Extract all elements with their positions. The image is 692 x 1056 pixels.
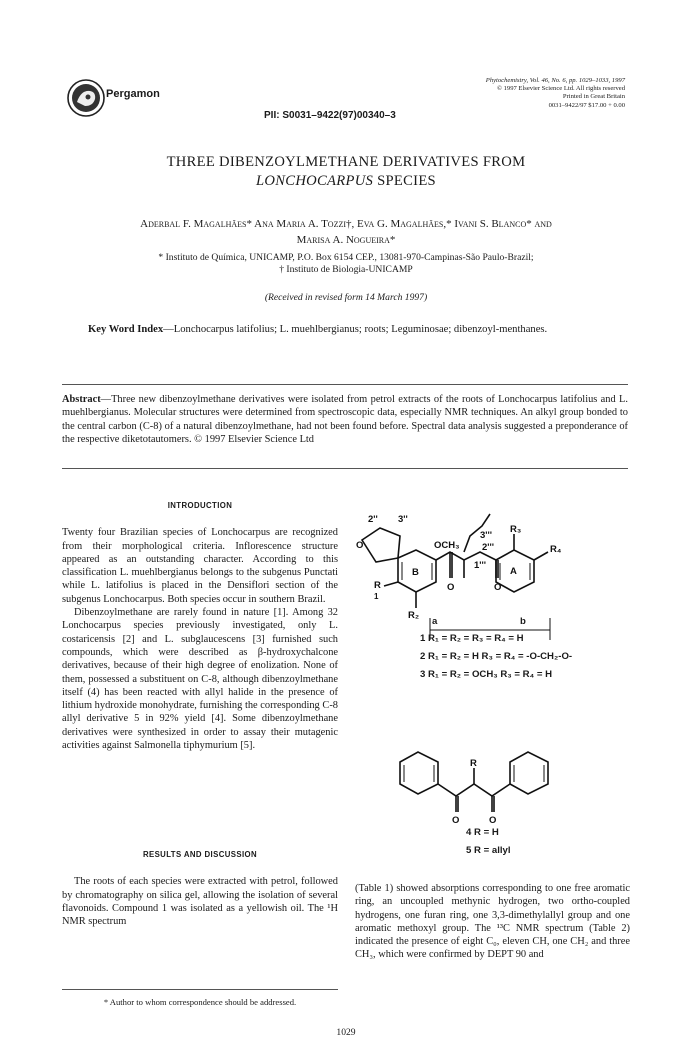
keywords [88, 323, 608, 337]
label-o-4-right: O [489, 815, 497, 826]
results-section [62, 848, 338, 928]
label-r: R [374, 580, 381, 591]
label-o-left: O [447, 582, 455, 593]
paper-title [0, 153, 692, 191]
journal-info [365, 77, 625, 110]
abstract [62, 393, 628, 447]
results-paragraph-1: The roots of each species were extracted with petrol, followed by chromatography on silica gel, allowing the isolation of several flavonoids. Compound 1 was isolated as a yellowish oil. The ¹H NMR spectrum [62, 876, 338, 928]
copyright-line: © 1997 Elsevier Science Ltd. All rights reserved [496, 85, 625, 93]
keywords-text: —Lonchocarpus latifolius; L. muehlbergianus; roots; Leguminosae; dibenzoyl-menthanes. [163, 324, 548, 335]
authors-line-1: Aderbal F. Magalhães* Ana Maria A. Tozzi†, Eva G. Magalhães,* Ivani S. Blanco* and [140, 218, 552, 230]
results-continuation: (Table 1) showed absorptions corresponding to one free aromatic ring, an uncoupled methynic hydrogen, two ortho-coupled hydrogens, one furan ring, one 3,3-dimethylallyl group and one aromatic methoxyl group. The ¹³C NMR spectrum (Table 2) indicated the presence of eight C₀, eleven CH, one CH₂ and three CH₃, which were confirmed by DEPT 90 and [355, 883, 630, 961]
label-r1-sub: 1 [374, 592, 379, 601]
label-3pp: 3'' [398, 514, 408, 525]
ring-left [400, 752, 438, 794]
printed-line: Printed in Great Britain [562, 93, 625, 101]
label-a: a [432, 616, 438, 627]
label-3ppp: 3''' [480, 530, 493, 541]
ring-right [510, 752, 548, 794]
abstract-label: Abstract [62, 394, 101, 405]
footnote-rule [62, 989, 338, 990]
label-b: b [520, 616, 526, 627]
affiliations [60, 252, 632, 276]
received-date: (Received in revised form 14 March 1997) [264, 292, 428, 303]
abstract-top-rule [62, 384, 628, 385]
title-genus: LONCHOCARPUS [256, 173, 374, 189]
pergamon-logo [66, 78, 106, 118]
label-2ppp: 2''' [482, 542, 495, 553]
introduction-section [62, 499, 338, 752]
label-2pp: 2'' [368, 514, 378, 525]
footnote: * Author to whom correspondence should be addressed. [103, 997, 297, 1007]
results-heading: RESULTS AND DISCUSSION [142, 850, 258, 859]
label-ring-b: B [412, 567, 419, 578]
title-line-1: THREE DIBENZOYLMETHANE DERIVATIVES FROM [166, 154, 526, 170]
compound-5: 5 R = allyl [466, 845, 511, 856]
compound-1: 1 R₁ = R₂ = R₃ = R₄ = H [420, 633, 524, 644]
compound-2: 2 R₁ = R₂ = H R₃ = R₄ = -O-CH₂-O- [420, 651, 573, 662]
affiliation-2: † Instituto de Biologia-UNICAMP [279, 264, 413, 275]
abstract-text: —Three new dibenzoylmethane derivatives were isolated from petrol extracts of the roots of Lonchocarpus latifolius and L. muehlbergianus. Molecular structures were determined from spectroscopic data, especially NMR techniques. An alkyl group bonded to the central carbon (C-8) of a natural dibenzoylmethane, had not been found before. Spectral data analysis suggested a preponderance of the respective diketotautomers. © 1997 Elsevier Science Ltd [62, 394, 628, 446]
label-r-allyl: R [470, 758, 477, 769]
chemical-structures [350, 500, 635, 860]
structure-drawing [350, 500, 635, 860]
publisher-name: Pergamon [106, 88, 160, 100]
label-r3: R₃ [510, 524, 522, 535]
abstract-bottom-rule [62, 468, 628, 469]
label-r2: R₂ [408, 610, 420, 621]
intro-paragraph-2: Dibenzoylmethane are rarely found in nature [1]. Among 32 Lonchocarpus species previously investigated, only L. costaricensis [2] and L. subglaucescens [3] furnished such compounds, which were described as β-hydroxychalcone derivatives, because of their high degree of enolization. None of them, possessed a substituent on C-8, although dibenzoylmethane itself (4) has been reacted with allyl halide in the presence of lithium hydroxide monohydrate, furnishing the corresponding C-8 allyl derivative 5 in 92% yield [4]. Some dibenzoylmethane derivatives were synthesized in order to assay their mutagenic activities against Salmonella tiphymurium [5]. [62, 607, 338, 752]
label-ring-a: A [510, 566, 517, 577]
compound-4: 4 R = H [466, 827, 499, 838]
compound-3: 3 R₁ = R₂ = OCH₃ R₃ = R₄ = H [420, 669, 553, 680]
label-o-right: O [494, 582, 502, 593]
authors-line-2: Marisa A. Nogueira* [296, 234, 396, 246]
journal-citation: Phytochemistry, Vol. 46, No. 6, pp. 1029–1033, 1997 [485, 77, 625, 84]
chain-2 [438, 784, 510, 796]
introduction-heading: INTRODUCTION [167, 501, 233, 510]
affiliation-1: * Instituto de Química, UNICAMP, P.O. Box 6154 CEP., 13081-970-Campinas-São Paulo-Brazil; [158, 252, 534, 263]
author-list [60, 216, 632, 248]
label-r4: R₄ [550, 544, 562, 555]
title-line-2 [0, 172, 692, 191]
label-o-4-left: O [452, 815, 460, 826]
label-och3: OCH₃ [434, 540, 460, 551]
label-o-furan: O [356, 540, 364, 551]
page-number: 1029 [336, 1027, 356, 1038]
label-1ppp: 1''' [474, 560, 487, 571]
furan-ring [362, 528, 400, 562]
pii-identifier: PII: S0031–9422(97)00340–3 [264, 110, 396, 121]
intro-paragraph-1: Twenty four Brazilian species of Lonchocarpus are recognized from their morphological criteria. Inflorescence structure appeared as an outstanding character. According to this classification L. muehlbergianus belongs to the subgenus Punctati while L. latifolius is placed in the Densiflori section of the subgenus Lonchocarpus. Both species occur in southern Brazil. [62, 527, 338, 605]
issn-line: 0031–9422/97 $17.00 + 0.00 [548, 101, 625, 109]
chain [436, 552, 496, 560]
keywords-label: Key Word Index [88, 324, 164, 335]
title-species: SPECIES [373, 173, 436, 189]
